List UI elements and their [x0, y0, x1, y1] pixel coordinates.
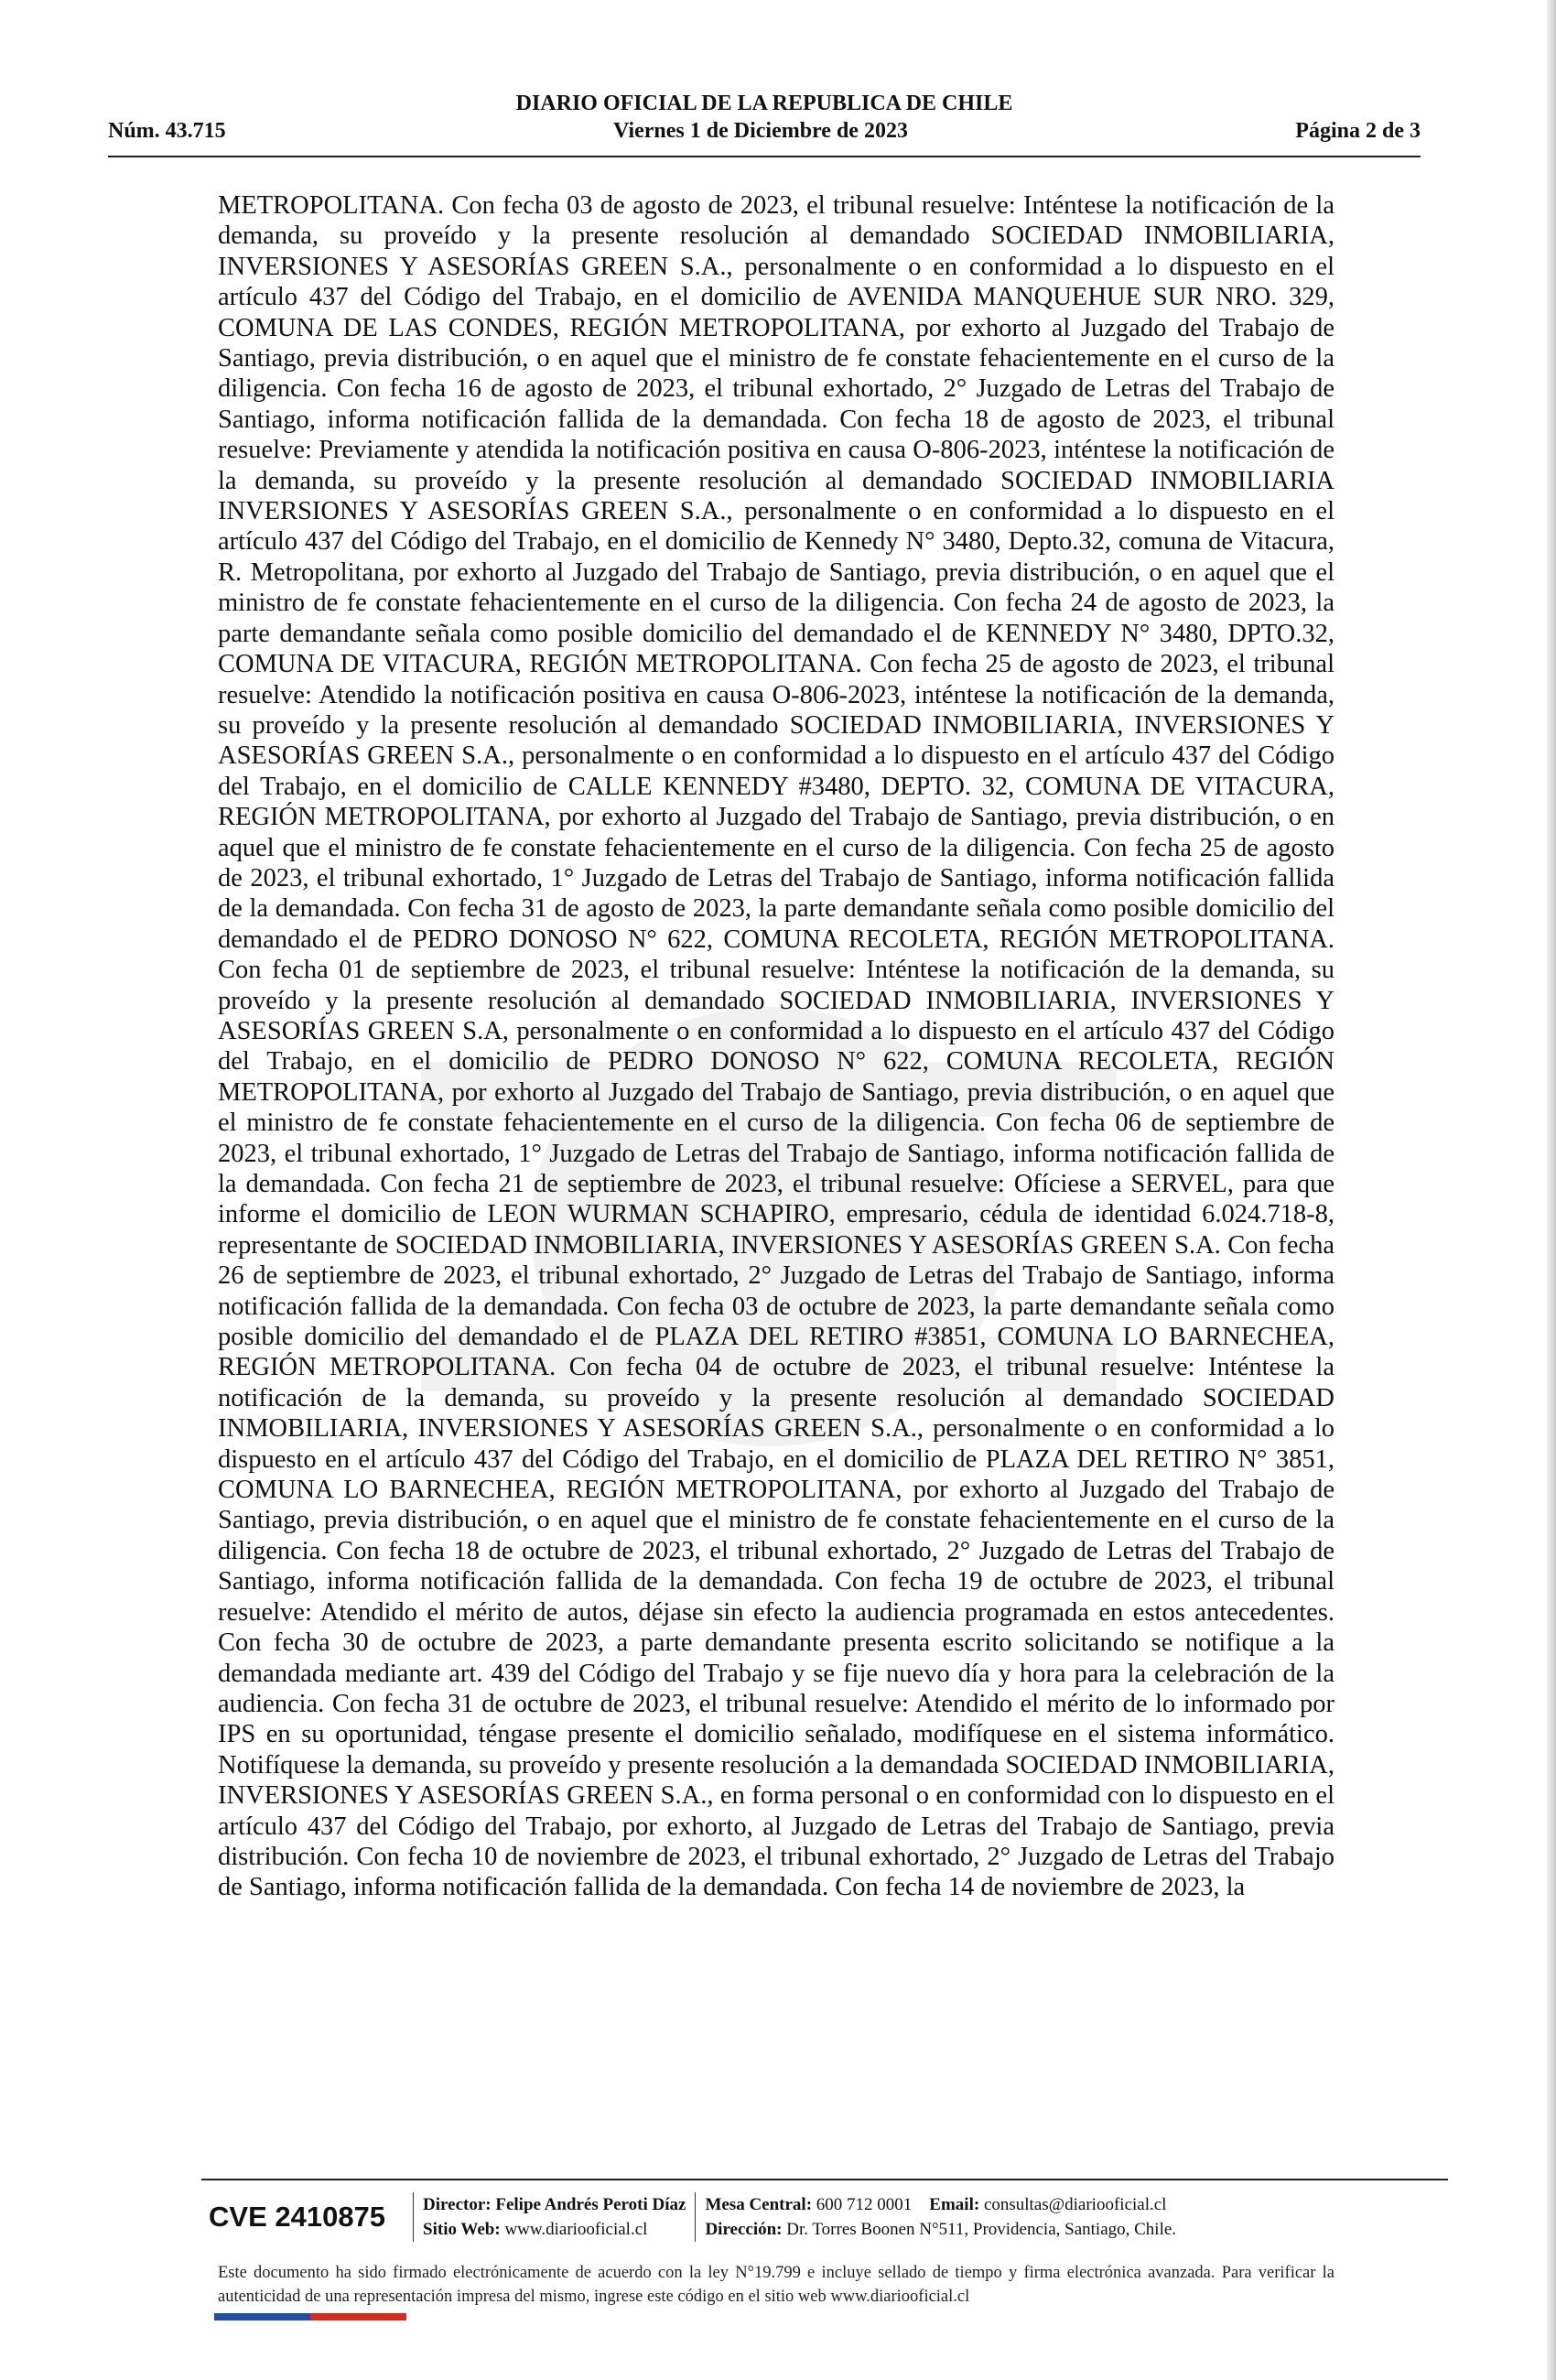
address-value: Dr. Torres Boonen N°511, Providencia, Santiago, Chile.: [786, 2220, 1177, 2239]
header-divider: [108, 156, 1421, 157]
page-footer: [201, 2184, 1448, 2250]
footer-separator: [695, 2192, 696, 2242]
director-label: Director:: [423, 2195, 492, 2214]
page-edge-shadow: [1547, 0, 1556, 2380]
newspaper-title: DIARIO OFICIAL DE LA REPUBLICA DE CHILE: [515, 92, 1013, 115]
email-label: Email:: [929, 2195, 980, 2214]
phone-value: 600 712 0001: [816, 2195, 913, 2214]
body-paragraph: METROPOLITANA. Con fecha 03 de agosto de 2023, el tribunal resuelve: Inténtese la notificación de la demanda, su proveído y la presente resolución al demandado SOCIEDAD INMOBILIARIA, INVERSIONES Y ASESORÍAS GREEN S.A., personalmente o en conformidad a lo dispuesto en el artículo 437 del Código del Trabajo, en el domicilio de AVENIDA MANQUEHUE SUR NRO. 329, COMUNA DE LAS CONDES, REGIÓN METROPOLITANA, por exhorto al Juzgado del Trabajo de Santiago, previa distribución, o en aquel que el ministro de fe constate fehacientemente en el curso de la diligencia. Con fecha 16 de agosto de 2023, el tribunal exhortado, 2° Juzgado de Letras del Trabajo de Santiago, informa notificación fallida de la demandada. Con fecha 18 de agosto de 2023, el tribunal resuelve: Previamente y atendida la notificación positiva en causa O-806-2023, inténtese la notificación de la demanda, su proveído y la presente resolución al demandado SOCIEDAD INMOBILIARIA INVERSIONES Y ASESORÍAS GREEN S.A., personalmente o en conformidad a lo dispuesto en el artículo 437 del Código del Trabajo, en el domicilio de Kennedy N° 3480, Depto.32, comuna de Vitacura, R. Metropolitana, por exhorto al Juzgado del Trabajo de Santiago, previa distribución, o en aquel que el ministro de fe constate fehacientemente en el curso de la diligencia. Con fecha 24 de agosto de 2023, la parte demandante señala como posible domicilio del demandado el de KENNEDY N° 3480, DPTO.32, COMUNA DE VITACURA, REGIÓN METROPOLITANA. Con fecha 25 de agosto de 2023, el tribunal resuelve: Atendido la notificación positiva en causa O-806-2023, inténtese la notificación de la demanda, su proveído y la presente resolución al demandado SOCIEDAD INMOBILIARIA, INVERSIONES Y ASESORÍAS GREEN S.A., personalmente o en conformidad a lo dispuesto en el artículo 437 del Código del Trabajo, en el domicilio de CALLE KENNEDY #3480, DEPTO. 32, COMUNA DE VITACURA, REGIÓN METROPOLITANA, por exhorto al Juzgado del Trabajo de Santiago, previa distribución, o en aquel que el ministro de fe constate fehacientemente en el curso de la diligencia. Con fecha 25 de agosto de 2023, el tribunal exhortado, 1° Juzgado de Letras del Trabajo de Santiago, informa notificación fallida de la demandada. Con fecha 31 de agosto de 2023, la parte demandante señala como posible domicilio del demandado el de PEDRO DONOSO N° 622, COMUNA RECOLETA, REGIÓN METROPOLITANA. Con fecha 01 de septiembre de 2023, el tribunal resuelve: Inténtese la notificación de la demanda, su proveído y la presente resolución al demandado SOCIEDAD INMOBILIARIA, INVERSIONES Y ASESORÍAS GREEN S.A, personalmente o en conformidad a lo dispuesto en el artículo 437 del Código del Trabajo, en el domicilio de PEDRO DONOSO N° 622, COMUNA RECOLETA, REGIÓN METROPOLITANA, por exhorto al Juzgado del Trabajo de Santiago, previa distribución, o en aquel que el ministro de fe constate fehacientemente en el curso de la diligencia. Con fecha 06 de septiembre de 2023, el tribunal exhortado, 1° Juzgado de Letras del Trabajo de Santiago, informa notificación fallida de la demandada. Con fecha 21 de septiembre de 2023, el tribunal resuelve: Ofíciese a SERVEL, para que informe el domicilio de LEON WURMAN SCHAPIRO, empresario, cédula de identidad 6.024.718-8, representante de SOCIEDAD INMOBILIARIA, INVERSIONES Y ASESORÍAS GREEN S.A. Con fecha 26 de septiembre de 2023, el tribunal exhortado, 2° Juzgado de Letras del Trabajo de Santiago, informa notificación fallida de la demandada. Con fecha 03 de octubre de 2023, la parte demandante señala como posible domicilio del demandado el de PLAZA DEL RETIRO #3851, COMUNA LO BARNECHEA, REGIÓN METROPOLITANA. Con fecha 04 de octubre de 2023, el tribunal resuelve: Inténtese la notificación de la demanda, su proveído y la presente resolución al demandado SOCIEDAD INMOBILIARIA, INVERSIONES Y ASESORÍAS GREEN S.A., personalmente o en conformidad a lo dispuesto en el artículo 437 del Código del Trabajo, en el domicilio de PLAZA DEL RETIRO N° 3851, COMUNA LO BARNECHEA, REGIÓN METROPOLITANA, por exhorto al Juzgado del Trabajo de Santiago, previa distribución, o en aquel que el ministro de fe constate fehacientemente en el curso de la diligencia. Con fecha 18 de octubre de 2023, el tribunal exhortado, 2° Juzgado de Letras del Trabajo de Santiago, informa notificación fallida de la demandada. Con fecha 19 de octubre de 2023, el tribunal resuelve: Atendido el mérito de autos, déjase sin efecto la audiencia programada en estos antecedentes. Con fecha 30 de octubre de 2023, a parte demandante presenta escrito solicitando se notifique a la demandada mediante art. 439 del Código del Trabajo y se fije nuevo día y hora para la celebración de la audiencia. Con fecha 31 de octubre de 2023, el tribunal resuelve: Atendido el mérito de lo informado por IPS en su oportunidad, téngase presente el domicilio señalado, modifíquese en el sistema informático. Notifíquese la demanda, su proveído y presente resolución a la demandada SOCIEDAD INMOBILIARIA, INVERSIONES Y ASESORÍAS GREEN S.A., en forma personal o en conformidad con lo dispuesto en el artículo 437 del Código del Trabajo, por exhorto, al Juzgado de Letras del Trabajo de Santiago, previa distribución. Con fecha 10 de noviembre de 2023, el tribunal exhortado, 2° Juzgado de Letras del Trabajo de Santiago, informa notificación fallida de la demandada. Con fecha 14 de noviembre de 2023, la: [218, 191, 1334, 1902]
footer-director-block: [423, 2192, 686, 2242]
issue-number: Núm. 43.715: [108, 119, 226, 143]
page-header: [108, 92, 1421, 156]
signature-note: Este documento ha sido firmado electrónicamente de acuerdo con la ley N°19.799 e incluye sellado de tiempo y firma electrónica avanzada. Para verificar la autenticidad de una representación impresa del mismo, ingrese este código en el sitio web www.diariooficial.cl: [218, 2264, 1334, 2306]
phone-label: Mesa Central:: [705, 2195, 813, 2214]
header-row: [108, 119, 1421, 144]
flag-stripe-blue: [214, 2313, 310, 2320]
footer-contact-block: [705, 2192, 1176, 2242]
address-label: Dirección:: [705, 2220, 783, 2239]
document-body: [218, 190, 1334, 1903]
footer-separator: [413, 2192, 414, 2242]
flag-stripe: [214, 2313, 406, 2320]
flag-stripe-red: [310, 2313, 406, 2320]
site-link[interactable]: www.diariooficial.cl: [504, 2220, 648, 2239]
page-number: Página 2 de 3: [1295, 119, 1421, 143]
director-name: Felipe Andrés Peroti Díaz: [495, 2195, 686, 2214]
site-label: Sitio Web:: [423, 2220, 501, 2239]
footer-divider: [201, 2179, 1448, 2180]
issue-date: Viernes 1 de Diciembre de 2023: [613, 119, 908, 143]
cve-code: CVE 2410875: [209, 2201, 386, 2233]
email-link[interactable]: consultas@diariooficial.cl: [983, 2195, 1167, 2214]
